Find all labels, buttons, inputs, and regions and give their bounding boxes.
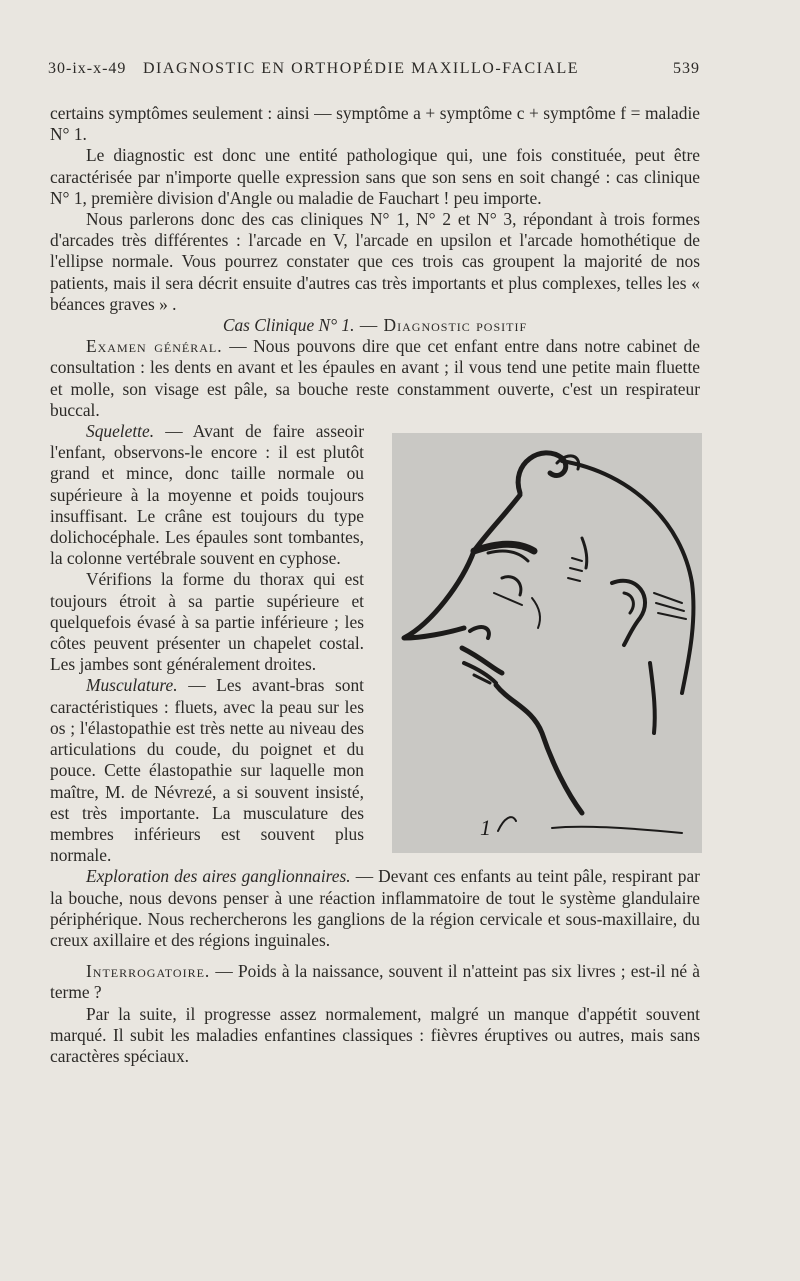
- caricature-figure: [382, 425, 702, 855]
- interrogatoire-text: — Poids à la naissance, souvent il n'atteint pas six livres ; est-il né à terme ?: [50, 961, 700, 1003]
- artist-signature: 1: [480, 815, 491, 841]
- squelette-label: Squelette.: [86, 421, 155, 442]
- exploration-text: — Devant ces enfants au teint pâle, respirant par la bouche, nous devons penser à une réaction inflammatoire de tout le système glandulaire périphérique. Nous rechercherons les ganglions de la région cervicale et sous-maxillaire, du creux axillaire et des régions inguinales.: [50, 866, 700, 950]
- body-text: [50, 103, 700, 1067]
- case-heading: [50, 315, 700, 336]
- paragraph-exploration: [50, 866, 700, 951]
- page-number: 539: [673, 60, 700, 77]
- paragraph-thorax: Vérifions la forme du thorax qui est toujours étroit à sa partie supérieure et quelquefois évasé à sa partie inférieure ; les côtes peuvent présenter un chapelet costal. Les jambes sont généralement droites.: [50, 569, 364, 675]
- caricature-drawing: [392, 433, 702, 853]
- exam-text: — Nous pouvons dire que cet enfant entre dans notre cabinet de consultation : les dents en avant et les épaules en avant ; il vous tend une petite main fluette et molle, son visage est pâle, sa bouche reste constamment ouverte, c'est un respirateur buccal.: [50, 336, 701, 420]
- paragraph: Nous parlerons donc des cas cliniques N° 1, N° 2 et N° 3, répondant à trois formes d'arcades très différentes : l'arcade en V, l'arcade en upsilon et l'arcade homothétique de l'ellipse normale. Vous pourrez constater que ces trois cas groupent la majorité de nos patients, mais il sera décrit ensuite d'autres cas très importants et plus complexes, telles les « béances graves » .: [50, 209, 700, 314]
- squelette-text: — Avant de faire asseoir l'enfant, observons-le encore : il est plutôt grand et mince, donc taille normale ou supérieure à la moyenne et poids toujours insuffisant. Le crâne est toujours du type dolichocéphale. Les épaules sont tombantes, la colonne vertébrale souvent en cyphose.: [50, 421, 364, 569]
- header-date: 30-ix-x-49: [48, 60, 127, 77]
- interrogatoire-label: Interrogatoire.: [86, 961, 211, 982]
- paragraph-exam: [50, 336, 700, 421]
- caricature-svg: [392, 433, 702, 853]
- paragraph-interrogatoire: [50, 961, 700, 1003]
- case-heading-subtitle: — Diagnostic positif: [354, 315, 528, 336]
- paragraph: Le diagnostic est donc une entité pathologique qui, une fois constituée, peut être caractérisée par n'importe quelle expression sans que son sens en soit changé : cas clinique N° 1, première division d'Angle ou maladie de Fauchart ! peu importe.: [50, 145, 700, 208]
- exploration-label: Exploration des aires ganglionnaires.: [86, 866, 351, 887]
- case-heading-title: Cas Clinique N° 1.: [222, 315, 355, 336]
- paragraph-suite: Par la suite, il progresse assez normalement, malgré un manque d'appétit souvent marqué. Il subit les maladies enfantines classiques : fièvres éruptives ou autres, mais sans caractères spéciaux.: [50, 1003, 700, 1066]
- musculature-text: — Les avant-bras sont caractéristiques : fluets, avec la peau sur les os ; l'élastopathie est très nette au niveau des articulations du coude, du poignet et du pouce. Cette élastopathie sur laquelle mon maître, M. de Névrezé, a si souvent insisté, est très importante. La musculature des membres inférieurs est souvent plus normale.: [50, 675, 364, 866]
- exam-label: Examen général.: [86, 336, 223, 357]
- musculature-label: Musculature.: [86, 675, 178, 696]
- header-title: DIAGNOSTIC EN ORTHOPÉDIE MAXILLO-FACIALE: [143, 60, 580, 77]
- paragraph: certains symptômes seulement : ainsi — symptôme a + symptôme c + symptôme f = maladie N° 1.: [50, 103, 700, 145]
